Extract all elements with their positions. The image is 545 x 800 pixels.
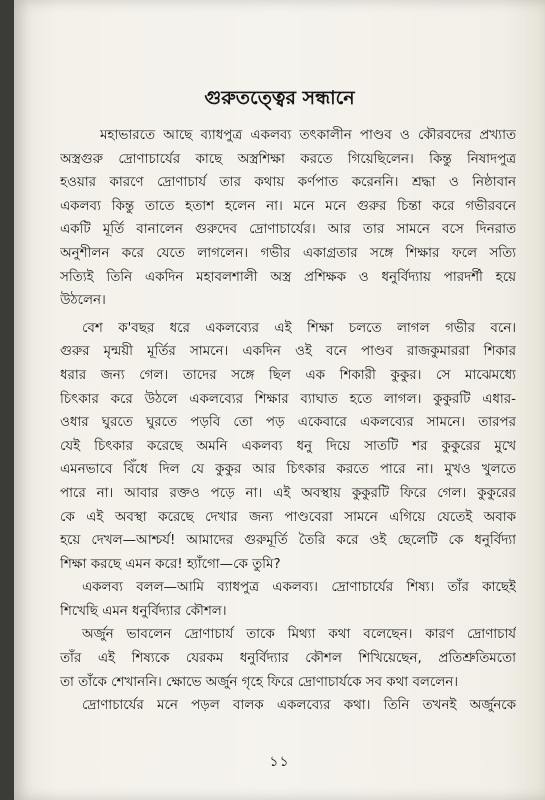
text-line: শিক্ষা করছে এমন করে! হ্যাঁগো—কে তুমি? xyxy=(60,556,281,572)
text-line: কে এই অবস্থা করেছে দেখার জন্য পাণ্ডবেরা সামনে এগিয়ে যেতেই অবাক xyxy=(60,509,516,525)
text-line: একটি মূর্তি বানালেন গুরুদেব দ্রোণাচার্যের। আর তার সামনে বসে দিনরাত xyxy=(60,222,516,238)
text-line: হওয়ার কারণে দ্রোণাচার্য তার কথায় কর্ণপাত করেননি। শ্রদ্ধা ও নিষ্ঠাবান xyxy=(60,175,516,191)
text-line: অনুশীলন করে যেতে লাগলেন। গভীর একাগ্রতার সঙ্গে শিক্ষার ফলে সত্যি xyxy=(60,245,516,261)
paragraph xyxy=(60,694,516,718)
text-line: একলব্য বলল—আমি ব্যাধপুত্র একলব্য। দ্রোণাচার্যের শিষ্য। তাঁর কাছেই xyxy=(82,580,516,596)
text-line: তাঁর এই শিষ্যকে যেরকম ধনুর্বিদ্যার কৌশল শিখিয়েছেন, প্রতিশ্রুতিমতো xyxy=(60,651,516,667)
text-line: সত্যিই তিনি একদিন মহাবলশালী অস্ত্র প্রশিক্ষক ও ধনুর্বিদ্যায় পারদর্শী হয়ে xyxy=(60,269,516,285)
text-line: ধরার জন্য গেল। তাদের সঙ্গে ছিল এক শিকারী কুকুর। সে মাঝেমধ্যে xyxy=(60,367,516,383)
paragraph xyxy=(60,623,516,694)
text-line: গুরুর মৃন্ময়ী মূর্তির সামনে। একদিন ওই বনে পাণ্ডব রাজকুমাররা শিকার xyxy=(60,344,516,360)
text-line: বেশ ক'বছর ধরে একলব্যের এই শিক্ষা চলতে লাগল গভীর বনে। xyxy=(82,320,516,336)
text-line: উঠলেন। xyxy=(60,293,106,309)
page-number: ১১ xyxy=(269,754,290,770)
paragraph xyxy=(60,576,516,623)
text-line: হয়ে দেখল—আশ্চর্য! আমাদের গুরুমূর্তি তৈরি করে ওই ছেলেটি কে ধনুর্বিদ্যা xyxy=(60,533,516,549)
text-line: শিখেছি এমন ধনুর্বিদ্যার কৌশল। xyxy=(60,603,227,619)
text-line: মহাভারতে আছে ব্যাধপুত্র একলব্য তৎকালীন পাণ্ডব ও কৌরবদের প্রখ্যাত xyxy=(100,128,516,143)
chapter-heading: গুরুতত্ত্বের সন্ধানে xyxy=(204,87,355,109)
text-line: একলব্য কিন্তু তাতে হতাশ হলেন না। মনে মনে গুরুর চিন্তা করে গভীরবনে xyxy=(60,198,516,214)
text-line: অস্ত্রগুরু দ্রোণাচার্যের কাছে অস্ত্রশিক্ষা করতে গিয়েছিলেন। কিন্তু নিষাদপুত্র xyxy=(60,151,516,167)
paragraph xyxy=(60,124,516,313)
text-line: ওধার ঘুরতে ঘুরতে পড়বি তো পড় একেবারে একলব্যের সামনে। তারপর xyxy=(60,415,516,431)
text-line: চিৎকার করে উঠলে একলব্যের শিক্ষার ব্যাঘাত হতে লাগল। কুকুরটি এধার- xyxy=(60,391,516,407)
paragraph xyxy=(60,317,516,577)
text-line: দ্রোণাচার্যের মনে পড়ল বালক একলব্যের কথা। তিনি তখনই অর্জুনকে xyxy=(82,698,516,714)
text-line: যেই চিৎকার করেছে অমনি একলব্য ধনু দিয়ে সাতটি শর কুকুরের মুখে xyxy=(60,438,516,454)
text-line: অর্জুন ভাবলেন দ্রোণাচার্য তাকে মিথ্যা কথা বলেছেন। কারণ দ্রোণাচার্য xyxy=(82,627,516,643)
text-line: এমনভাবে বিঁধে দিল যে কুকুর আর চিৎকার করতে পারে না। মুখও খুলতে xyxy=(60,462,516,478)
text-line: তা তাঁকে শেখাননি। ক্ষোভে অর্জুন গৃহে ফিরে দ্রোণাচার্যকে সব কথা বললেন। xyxy=(60,674,459,690)
body-text xyxy=(60,124,516,718)
text-line: পারে না। আবার রক্তও পড়ে না। এই অবস্থায় কুকুরটি ফিরে গেল। কুকুরের xyxy=(60,485,516,501)
book-page xyxy=(14,0,545,800)
